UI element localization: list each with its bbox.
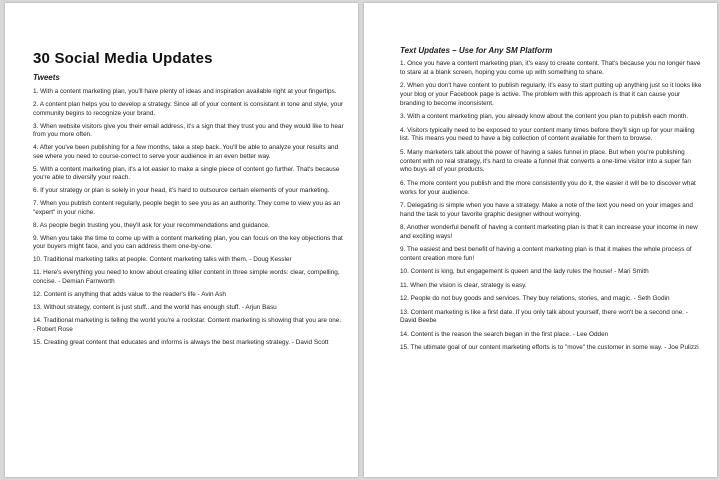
list-item: 2. When you don't have content to publish regularly, it's easy to start putting up anything just so it looks like your blog or your Facebook page is active. The problem with this approach is that it can cause your branding to become inconsistent.: [400, 82, 702, 107]
list-item: 13. Content marketing is like a first date. If you only talk about yourself, there won't be a second one. - David Beebe: [400, 308, 688, 325]
list-item: 5. With a content marketing plan, it's a lot easier to make a single piece of content go further. That's because you're able to diversify your reach.: [33, 165, 340, 182]
list-item: 14. Traditional marketing is telling the world you're a rockstar. Content marketing is showing that you are one. - Robert Rose: [33, 316, 342, 333]
list-item: 6. If your strategy or plan is solely in your head, it's hard to outsource certain elements of your marketing.: [33, 187, 330, 195]
document-title: 30 Social Media Updates: [33, 50, 213, 67]
list-item: 13. Without strategy, content is just stuff...and the world has enough stuff. - Arjun Basu: [33, 303, 277, 311]
tweets-list: [33, 88, 344, 347]
document-page-left: [5, 3, 358, 477]
list-item: 12. People do not buy goods and services. They buy relations, stories, and magic. - Seth Godin: [400, 295, 670, 303]
list-item: 8. As people begin trusting you, they'll ask for your recommendations and guidance.: [33, 221, 270, 229]
list-item: 2. A content plan helps you to develop a strategy. Since all of your content is consistant in tone and style, your community begins to recognize your brand.: [33, 100, 344, 117]
list-item: 1. With a content marketing plan, you'll have plenty of ideas and inspiration available right at your fingertips.: [33, 88, 337, 95]
list-item: 3. With a content marketing plan, you already know about the content you plan to publish each month.: [400, 113, 689, 121]
list-item: 5. Many marketers talk about the power of having a sales funnel in place. But when you're publishing content with no real strategy, it's hard to create a funnel that converts a one-time visitor into a super fan who buys all of your products.: [400, 148, 691, 174]
list-item: 10. Traditional marketing talks at people. Content marketing talks with them. - Doug Kessler: [33, 256, 292, 264]
list-item: 3. When website visitors give you their email address, it's a sign that they trust you and they would like to hear from you more often.: [33, 122, 344, 139]
list-item: 8. Another wonderful benefit of having a content marketing plan is that it can increase your income in new and exciting ways!: [400, 224, 698, 240]
section-heading-text-updates: Text Updates – Use for Any SM Platform: [400, 46, 553, 55]
document-page-right: [364, 3, 717, 477]
list-item: 10. Content is king, but engagement is queen and the lady rules the house! - Mari Smith: [400, 268, 649, 276]
list-item: 11. When the vision is clear, strategy is easy.: [400, 281, 527, 289]
list-item: 4. After you've been publishing for a few months, take a step back. You'll be able to analyze your results and see where you need to course-correct to serve your audience in an even better way.: [33, 144, 339, 160]
list-item: 12. Content is anything that adds value to the reader's life - Avin Ash: [33, 290, 226, 298]
section-heading-tweets: Tweets: [33, 73, 60, 82]
list-item: 9. The easiest and best benefit of having a content marketing plan is that it makes the whole process of content creation more fun!: [400, 246, 692, 263]
list-item: 7. When you publish content regularly, people begin to see you as an authority. They come to view you as an "expert" in your niche.: [33, 200, 341, 216]
list-item: 15. The ultimate goal of our content marketing efforts is to "move" the customer in some way. - Joe Pulizzi: [400, 344, 699, 352]
list-item: 14. Content is the reason the search began in the first place. - Lee Odden: [400, 330, 609, 338]
list-item: 6. The more content you publish and the more consistently you do it, the easier it will be to discover what works for your audience.: [400, 179, 696, 196]
text-updates-list: [400, 60, 703, 353]
list-item: 7. Delegating is simple when you have a strategy. Make a note of the text you need on your images and hand the task to your favorite graphic designer without worrying.: [400, 201, 693, 218]
list-item: 4. Visitors typically need to be exposed to your content many times before they'll sign up for your mailing list. This means you need to have a big collection of content available for them to browse.: [400, 126, 695, 143]
list-item: 11. Here's everything you need to know about creating killer content in three simple words: clear, compelling, concise. - Demian Farnworth: [33, 269, 340, 285]
list-item: 1. Once you have a content marketing plan, it's easy to create content. That's because you no longer have to stare at a blank screen, hoping you come up with something to share.: [400, 60, 701, 76]
list-item: 9. When you take the time to come up with a content marketing plan, you can focus on the key objections that your buyers might face, and you can address them one-by-one.: [33, 234, 343, 251]
list-item: 15. Creating great content that educates and informs is always the best marketing strategy. - David Scott: [33, 338, 329, 346]
